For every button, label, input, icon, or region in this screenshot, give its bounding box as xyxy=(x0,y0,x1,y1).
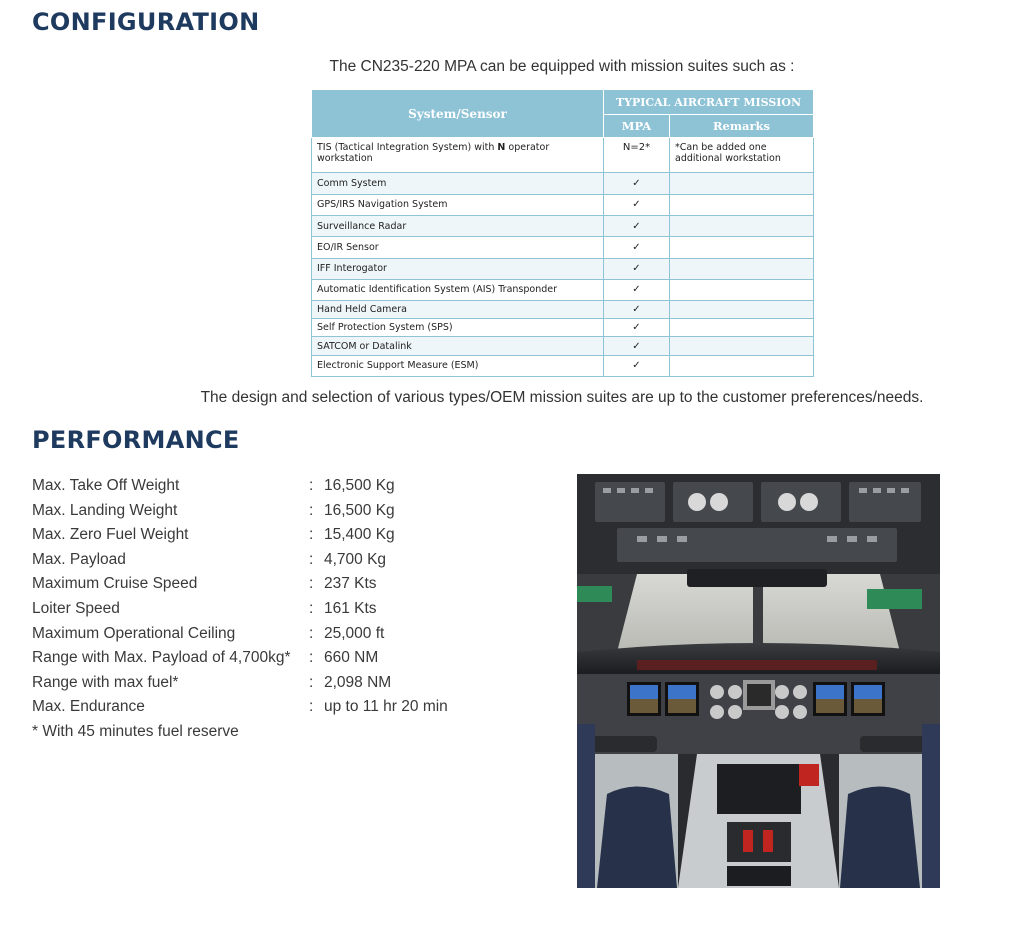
spec-label: Max. Landing Weight xyxy=(32,501,178,519)
fuel-reserve-footnote: * With 45 minutes fuel reserve xyxy=(32,723,239,740)
mission-row xyxy=(312,279,814,300)
spec-value: 237 Kts xyxy=(324,575,377,593)
spec-separator: : xyxy=(309,501,314,519)
spec-separator: : xyxy=(309,673,314,691)
header-system-sensor: System/Sensor xyxy=(312,90,604,138)
mission-row xyxy=(312,301,814,319)
mission-row xyxy=(312,355,814,376)
system-cell: EO/IR Sensor xyxy=(312,237,604,258)
mission-row xyxy=(312,237,814,258)
mission-row xyxy=(312,319,814,337)
spec-separator: : xyxy=(309,599,314,617)
mpa-cell: ✓ xyxy=(604,279,670,300)
mpa-cell: ✓ xyxy=(604,319,670,337)
spec-label: Max. Endurance xyxy=(32,698,145,716)
mpa-cell: ✓ xyxy=(604,301,670,319)
mission-row xyxy=(312,194,814,215)
configuration-heading: CONFIGURATION xyxy=(32,8,260,36)
spec-separator: : xyxy=(309,477,314,494)
system-cell: Hand Held Camera xyxy=(312,301,604,319)
remarks-cell xyxy=(670,194,814,215)
system-cell: SATCOM or Datalink xyxy=(312,337,604,355)
spec-separator: : xyxy=(309,550,314,568)
remarks-cell xyxy=(670,279,814,300)
mission-row xyxy=(312,138,814,173)
system-cell: IFF Interogator xyxy=(312,258,604,279)
mission-row xyxy=(312,173,814,194)
system-cell: Electronic Support Measure (ESM) xyxy=(312,355,604,376)
spec-label: Max. Payload xyxy=(32,550,126,568)
spec-value: 4,700 Kg xyxy=(324,550,387,568)
remarks-cell xyxy=(670,301,814,319)
mission-row xyxy=(312,258,814,279)
spec-value: 15,400 Kg xyxy=(324,526,395,544)
remarks-cell xyxy=(670,319,814,337)
remarks-cell xyxy=(670,355,814,376)
spec-value: 161 Kts xyxy=(324,599,377,617)
spec-label: Maximum Cruise Speed xyxy=(32,575,198,593)
spec-label: Max. Take Off Weight xyxy=(32,477,180,494)
system-cell: GPS/IRS Navigation System xyxy=(312,194,604,215)
spec-separator: : xyxy=(309,698,314,716)
spec-label: Max. Zero Fuel Weight xyxy=(32,526,189,544)
spec-separator: : xyxy=(309,575,314,593)
system-cell: Self Protection System (SPS) xyxy=(312,319,604,337)
spec-separator: : xyxy=(309,624,314,642)
spec-label: Loiter Speed xyxy=(32,599,120,617)
remarks-cell: *Can be added one additional workstation xyxy=(670,138,814,173)
mission-suite-table xyxy=(311,89,814,377)
spec-separator: : xyxy=(309,649,314,667)
mpa-cell: ✓ xyxy=(604,215,670,236)
spec-value: 16,500 Kg xyxy=(324,501,395,519)
spec-value: 16,500 Kg xyxy=(324,477,395,494)
performance-heading: PERFORMANCE xyxy=(32,426,240,454)
system-cell: Automatic Identification System (AIS) Transponder xyxy=(312,279,604,300)
mpa-cell: ✓ xyxy=(604,173,670,194)
mpa-cell: ✓ xyxy=(604,194,670,215)
mpa-cell: N=2* xyxy=(604,138,670,173)
remarks-cell xyxy=(670,215,814,236)
spec-separator: : xyxy=(309,526,314,544)
spec-value: up to 11 hr 20 min xyxy=(324,698,448,716)
system-cell: Surveillance Radar xyxy=(312,215,604,236)
remarks-cell xyxy=(670,173,814,194)
remarks-cell xyxy=(670,237,814,258)
system-cell: TIS (Tactical Integration System) with N operator workstation xyxy=(312,138,604,173)
remarks-cell xyxy=(670,337,814,355)
spec-label: Maximum Operational Ceiling xyxy=(32,624,236,642)
remarks-cell xyxy=(670,258,814,279)
spec-label: Range with max fuel* xyxy=(32,673,179,691)
cockpit-photo xyxy=(577,474,940,888)
mission-row xyxy=(312,215,814,236)
configuration-note: The design and selection of various types/OEM mission suites are up to the customer preferences/needs. xyxy=(200,389,924,406)
spec-value: 660 NM xyxy=(324,649,379,667)
mission-row xyxy=(312,337,814,355)
spec-label: Range with Max. Payload of 4,700kg* xyxy=(32,649,291,667)
spec-value: 25,000 ft xyxy=(324,624,385,642)
mpa-cell: ✓ xyxy=(604,258,670,279)
mpa-cell: ✓ xyxy=(604,337,670,355)
system-cell: Comm System xyxy=(312,173,604,194)
header-remarks: Remarks xyxy=(670,115,814,138)
mpa-cell: ✓ xyxy=(604,237,670,258)
mpa-cell: ✓ xyxy=(604,355,670,376)
header-mpa: MPA xyxy=(604,115,670,138)
header-typical-mission: TYPICAL AIRCRAFT MISSION xyxy=(604,90,814,115)
spec-value: 2,098 NM xyxy=(324,673,392,691)
configuration-intro: The CN235-220 MPA can be equipped with mission suites such as : xyxy=(329,58,795,75)
